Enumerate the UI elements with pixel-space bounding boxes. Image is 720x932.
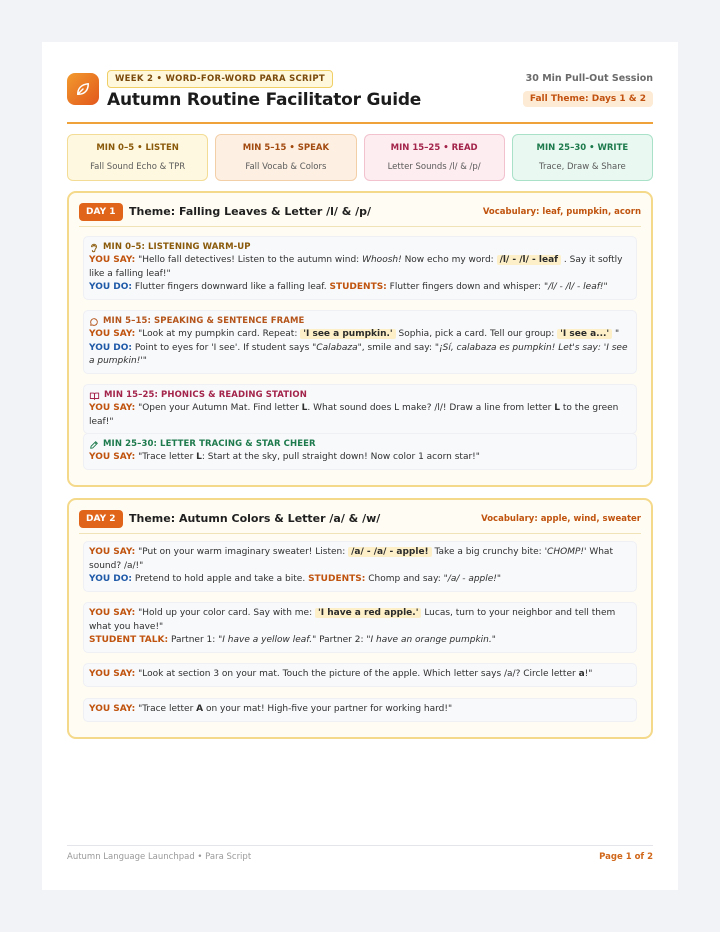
you-say-line <box>89 703 630 717</box>
you-say-line <box>89 668 630 682</box>
you-say-label: YOU SAY: <box>89 704 136 714</box>
pencil-icon <box>89 440 99 450</box>
student-talk-line <box>89 634 630 648</box>
session-length: 30 Min Pull-Out Session <box>525 73 653 84</box>
vocabulary: Vocabulary: apple, wind, sweater <box>481 514 641 524</box>
script-emphasis: "/a/ - apple!" <box>443 574 502 584</box>
letter-emphasis: L <box>554 403 560 413</box>
script-text: Point to eyes for 'I see'. If student says <box>132 342 313 353</box>
reading-title <box>89 389 630 402</box>
script-text: . What sound does L make? /l/! Draw a line from letter <box>307 403 555 413</box>
letter-emphasis: L <box>196 452 202 462</box>
you-say-label: YOU SAY: <box>89 608 136 618</box>
script-text: "Hold up your color card. Say with me: <box>135 608 315 618</box>
step-title: MIN 0–5 • LISTEN <box>96 143 179 153</box>
script-emphasis: "I have an orange pumpkin." <box>366 635 496 645</box>
step-subtitle: Letter Sounds /l/ & /p/ <box>387 162 481 172</box>
script-emphasis: "I have a yellow leaf." <box>218 635 317 645</box>
script-emphasis: Whoosh! <box>362 255 402 265</box>
you-do-label: YOU DO: <box>89 574 133 584</box>
script-emphasis: "/l/ - /l/ - leaf!" <box>543 282 608 292</box>
page-number: Page 1 of 2 <box>599 852 653 862</box>
day-1-card <box>67 191 653 487</box>
you-say-label: YOU SAY: <box>89 452 136 462</box>
day-theme: Theme: Falling Leaves & Letter /l/ & /p/ <box>129 205 372 218</box>
step-subtitle: Fall Sound Echo & TPR <box>90 162 186 172</box>
letter-emphasis: A <box>196 704 204 714</box>
step-title: MIN 5–15 • SPEAK <box>242 143 330 153</box>
you-do-label: YOU DO: <box>89 342 133 353</box>
you-say-line <box>89 607 630 634</box>
block-title-text: MIN 15–25: PHONICS & READING STATION <box>104 390 307 400</box>
writing-block <box>83 433 637 470</box>
you-do-line <box>89 342 630 369</box>
block-title-text: MIN 5–15: SPEAKING & SENTENCE FRAME <box>103 316 305 326</box>
script-text: : Start at the sky, pull straight down! Now color 1 acorn star!" <box>201 452 480 462</box>
script-emphasis: 'CHOMP!' <box>544 547 587 557</box>
step-read <box>364 134 505 181</box>
highlight-phrase: 'I see a pumpkin.' <box>300 329 395 339</box>
you-say-label: YOU SAY: <box>89 403 136 413</box>
script-text: "Look at my pumpkin card. Repeat: <box>135 329 301 339</box>
script-text: Now echo my word: <box>401 255 497 265</box>
reading-block <box>83 663 637 687</box>
script-text: Lucas, turn to your neighbor and tell them what you have!" <box>89 608 616 632</box>
students-label: STUDENTS: <box>308 574 366 584</box>
step-title: MIN 25–30 • WRITE <box>536 143 629 153</box>
script-emphasis: "Calabaza" <box>312 342 362 353</box>
script-text: Flutter fingers down and whisper: <box>386 282 544 292</box>
script-text: Flutter fingers downward like a falling leaf. <box>132 282 330 292</box>
leaf-icon <box>67 73 99 105</box>
script-text: "Trace letter <box>135 704 197 714</box>
you-say-line <box>89 402 630 429</box>
you-say-line <box>89 546 630 573</box>
page-title: Autumn Routine Facilitator Guide <box>107 90 422 110</box>
highlight-phrase: 'I have a red apple.' <box>315 608 421 618</box>
script-text: " <box>612 329 620 339</box>
script-text: Take a big crunchy bite: <box>431 547 545 557</box>
book-icon <box>89 391 100 401</box>
letter-emphasis: a <box>578 669 585 679</box>
step-title: MIN 15–25 • READ <box>390 143 478 153</box>
script-text: Sophia, pick a card. Tell our group: <box>395 329 558 339</box>
step-speak <box>215 134 356 181</box>
you-do-line <box>89 573 630 587</box>
footer-source: Autumn Language Launchpad • Para Script <box>67 852 252 862</box>
listening-block <box>83 236 637 300</box>
reading-block <box>83 384 637 434</box>
day-header <box>79 203 641 227</box>
script-text: What sound? /a/!" <box>89 547 613 571</box>
highlight-phrase: 'I see a...' <box>557 329 612 339</box>
step-listen <box>67 134 208 181</box>
letter-emphasis: L <box>301 403 308 413</box>
you-say-line <box>89 254 630 281</box>
vocabulary: Vocabulary: leaf, pumpkin, acorn <box>482 207 641 217</box>
you-say-label: YOU SAY: <box>89 329 136 339</box>
students-label: STUDENTS: <box>329 282 387 292</box>
day-badge: DAY 2 <box>79 510 123 528</box>
header-divider <box>67 122 653 124</box>
session-steps <box>67 134 653 181</box>
script-text: "Look at section 3 on your mat. Touch the picture of the apple. Which letter says /a/? Circle letter <box>135 669 579 679</box>
speech-bubble-icon <box>89 317 99 327</box>
footer-divider <box>67 845 653 846</box>
you-say-label: YOU SAY: <box>89 669 136 679</box>
script-text: Partner 2: <box>316 635 367 645</box>
listening-block <box>83 541 637 592</box>
you-say-line <box>89 451 630 465</box>
block-title-text: MIN 0–5: LISTENING WARM-UP <box>103 242 251 252</box>
block-title-text: MIN 25–30: LETTER TRACING & STAR CHEER <box>103 439 316 449</box>
student-talk-label: STUDENT TALK: <box>89 635 169 645</box>
script-text: . Say it softly like a falling leaf!" <box>89 255 623 279</box>
highlight-phrase: /a/ - /a/ - apple! <box>348 547 432 557</box>
day-badge: DAY 1 <box>79 203 123 221</box>
script-text: to the green leaf!" <box>89 403 619 427</box>
script-text: , smile and say: <box>361 342 435 353</box>
script-text: "Hello fall detectives! Listen to the autumn wind: <box>135 255 363 265</box>
writing-block <box>83 698 637 722</box>
ear-icon <box>89 243 99 253</box>
script-text: Partner 1: <box>168 635 219 645</box>
writing-title <box>89 438 630 451</box>
highlight-phrase: /l/ - /l/ - leaf <box>497 255 562 265</box>
day-header <box>79 510 641 534</box>
script-text: "Put on your warm imaginary sweater! Listen: <box>135 547 349 557</box>
step-subtitle: Fall Vocab & Colors <box>245 162 327 172</box>
script-text: !" <box>584 669 593 679</box>
week-badge: WEEK 2 • WORD-FOR-WORD PARA SCRIPT <box>107 70 333 88</box>
script-text: "Trace letter <box>135 452 197 462</box>
day-theme: Theme: Autumn Colors & Letter /a/ & /w/ <box>129 512 381 525</box>
you-do-line <box>89 281 630 295</box>
theme-pill: Fall Theme: Days 1 & 2 <box>523 91 653 107</box>
you-say-line <box>89 328 630 342</box>
step-subtitle: Trace, Draw & Share <box>539 162 626 172</box>
speaking-title <box>89 315 630 328</box>
script-text: "Open your Autumn Mat. Find letter <box>135 403 302 413</box>
script-text: on your mat! High-five your partner for working hard!" <box>203 704 453 714</box>
script-emphasis: "¡Sí, calabaza es pumpkin! Let's say: 'I see a pumpkin!'" <box>89 342 628 366</box>
you-do-label: YOU DO: <box>89 282 133 292</box>
step-write <box>512 134 653 181</box>
speaking-block <box>83 310 637 374</box>
listening-title <box>89 241 630 254</box>
day-2-card <box>67 498 653 739</box>
speaking-block <box>83 602 637 653</box>
header <box>67 70 653 123</box>
you-say-label: YOU SAY: <box>89 547 136 557</box>
script-text: Chomp and say: <box>365 574 444 584</box>
script-text: Pretend to hold apple and take a bite. <box>132 574 309 584</box>
you-say-label: YOU SAY: <box>89 255 136 265</box>
page <box>42 42 678 890</box>
